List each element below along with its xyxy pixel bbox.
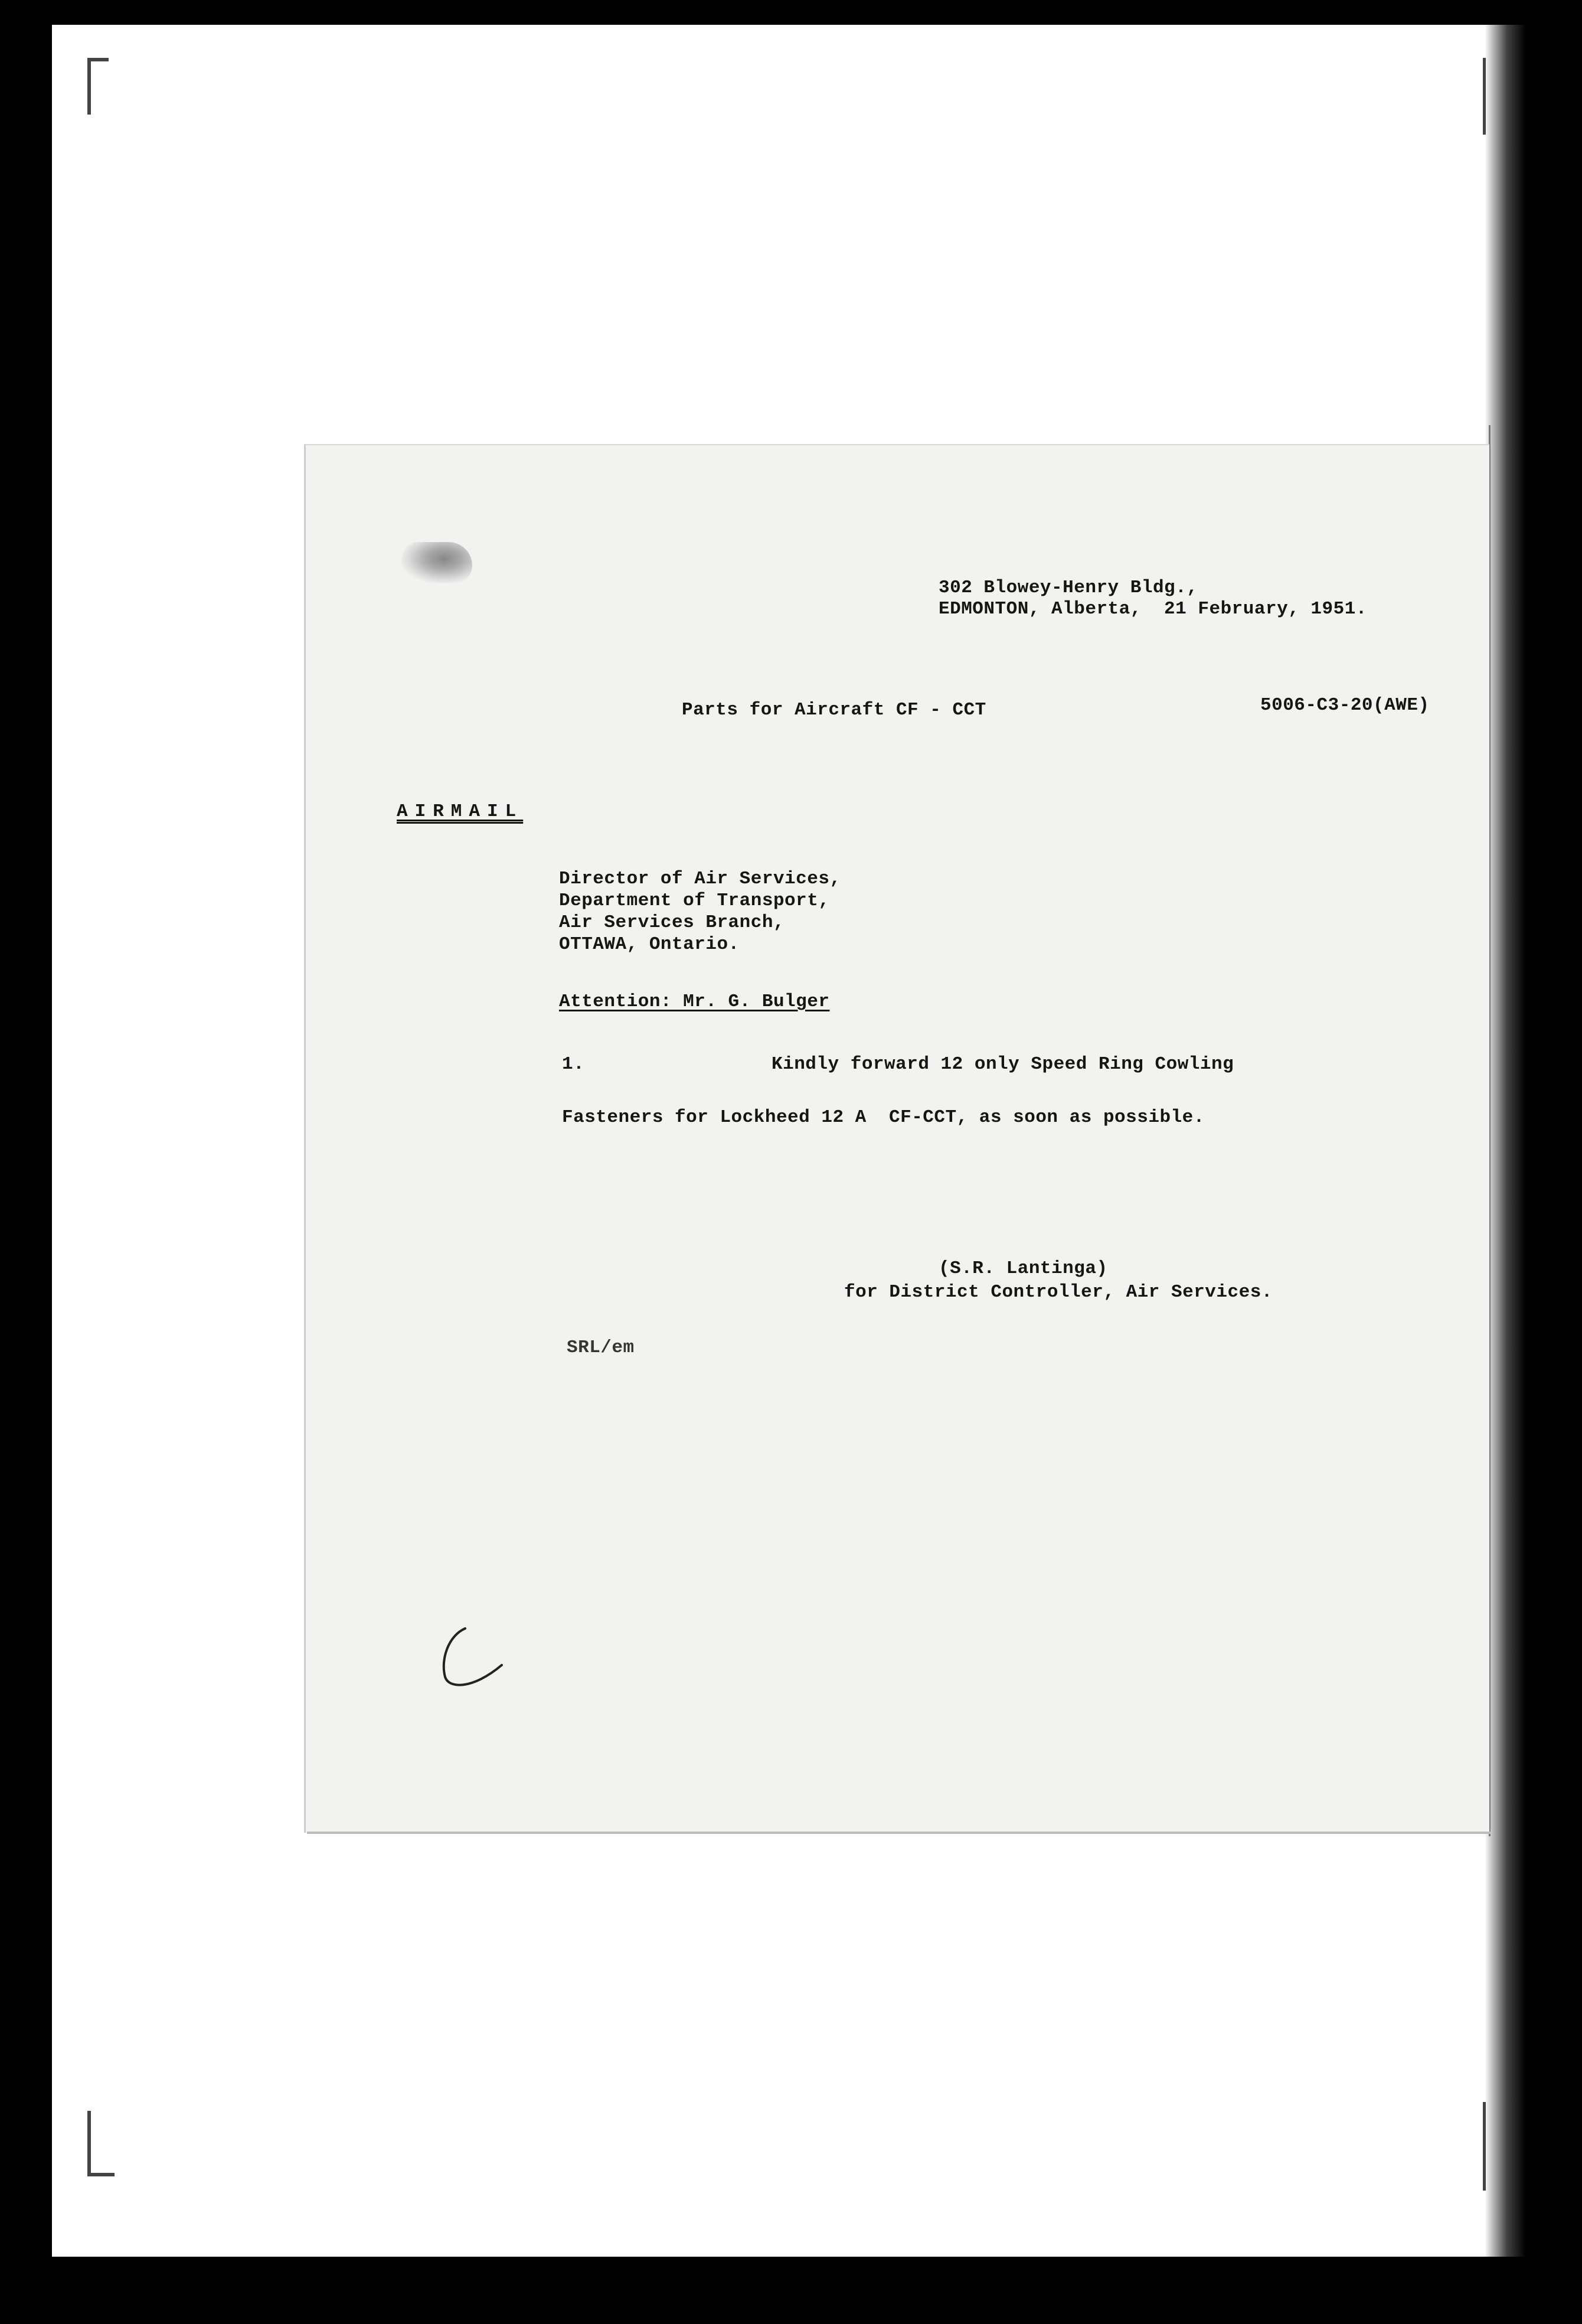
sender-address-line-1: 302 Blowey-Henry Bldg., (939, 577, 1198, 598)
attention-line: Attention: Mr. G. Bulger (559, 991, 830, 1012)
sender-address-line-2: EDMONTON, Alberta, 21 February, 1951. (939, 599, 1367, 619)
corner-mark-bottom-left (87, 2111, 91, 2176)
typist-initials: SRL/em (567, 1337, 635, 1358)
airmail-label: AIRMAIL (397, 801, 524, 822)
corner-mark-bottom-left-h (87, 2173, 115, 2176)
subject-line: Parts for Aircraft CF - CCT (682, 700, 986, 720)
signature-name: (S.R. Lantinga) (939, 1258, 1108, 1279)
recipient-line-2: Department of Transport, (559, 890, 830, 911)
file-number: 5006-C3-20(AWE) (1260, 695, 1430, 716)
handwritten-c-mark (437, 1624, 531, 1695)
corner-mark-top-left-h (87, 58, 109, 61)
staple-hole-mark (401, 542, 472, 583)
paragraph-line-1: Kindly forward 12 only Speed Ring Cowling (772, 1054, 1234, 1075)
corner-mark-top-right (1483, 58, 1486, 135)
paragraph-number: 1. (562, 1054, 585, 1075)
recipient-line-3: Air Services Branch, (559, 912, 785, 933)
corner-mark-bottom-right (1483, 2102, 1486, 2191)
sheet-edge-bottom (307, 1832, 1491, 1834)
corner-mark-top-left (87, 58, 91, 115)
recipient-line-1: Director of Air Services, (559, 869, 841, 889)
signature-title: for District Controller, Air Services. (844, 1282, 1273, 1303)
recipient-line-4: OTTAWA, Ontario. (559, 934, 740, 955)
paragraph-line-2: Fasteners for Lockheed 12 A CF-CCT, as soon as possible. (562, 1107, 1205, 1128)
